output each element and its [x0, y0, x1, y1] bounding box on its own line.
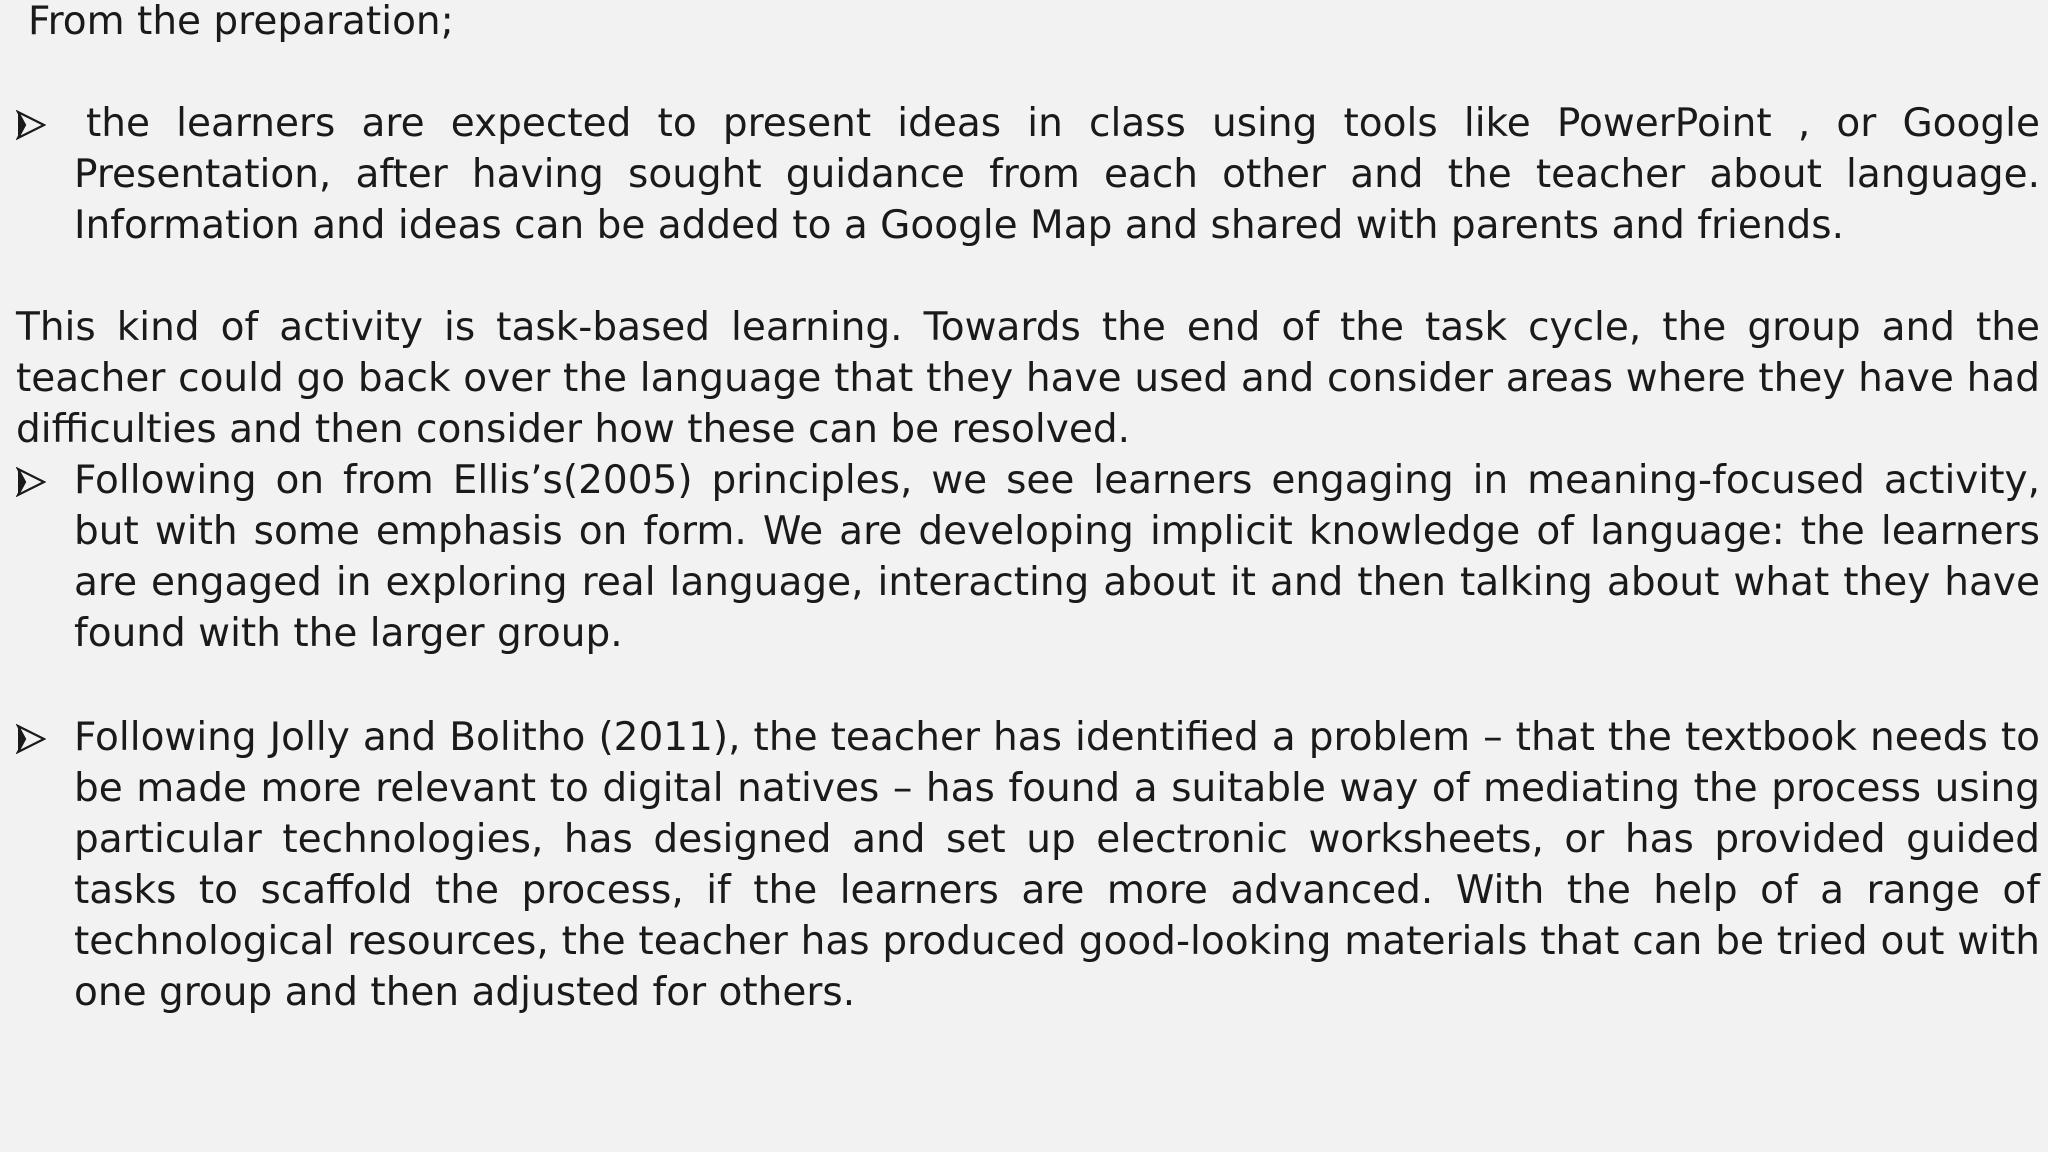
bullet-text: Following on from Ellis’s(2005) principles, we see learners engaging in meaning-focused activity, but with some emphasis on form. We are developing implicit knowledge of language: the learners are engaged in exploring real language, interacting about it and then talking about what they have found with the larger group.: [74, 458, 2040, 656]
body-paragraph: This kind of activity is task-based learning. Towards the end of the task cycle, the group and the teacher could go back over the language that they have used and consider areas where they have had difficulties and then consider how these can be resolved.: [16, 305, 2040, 452]
arrowhead-bullet-icon: [16, 98, 56, 149]
bullet-item-jolly-bolitho: [16, 712, 2040, 1018]
bullet-text: the learners are expected to present ideas in class using tools like PowerPoint , or Google Presentation, after having sought guidance from each other and the teacher about language. Information and ideas can be added to a Google Map and shared with parents and friends.: [74, 101, 2040, 248]
arrowhead-bullet-icon: [16, 455, 56, 506]
bullet-text: Following Jolly and Bolitho (2011), the teacher has identified a problem – that the textbook needs to be made more relevant to digital natives – has found a suitable way of mediating the process using particular technologies, has designed and set up electronic worksheets, or has provided guided tasks to scaffold the process, if the learners are more advanced. With the help of a range of technological resources, the teacher has produced good-looking materials that can be tried out with one group and then adjusted for others.: [74, 715, 2040, 1015]
bullet-item-ellis: [16, 455, 2040, 659]
bullet-item-presentation: [16, 98, 2040, 251]
section-heading: From the preparation;: [28, 0, 454, 44]
arrowhead-bullet-icon: [16, 712, 56, 763]
